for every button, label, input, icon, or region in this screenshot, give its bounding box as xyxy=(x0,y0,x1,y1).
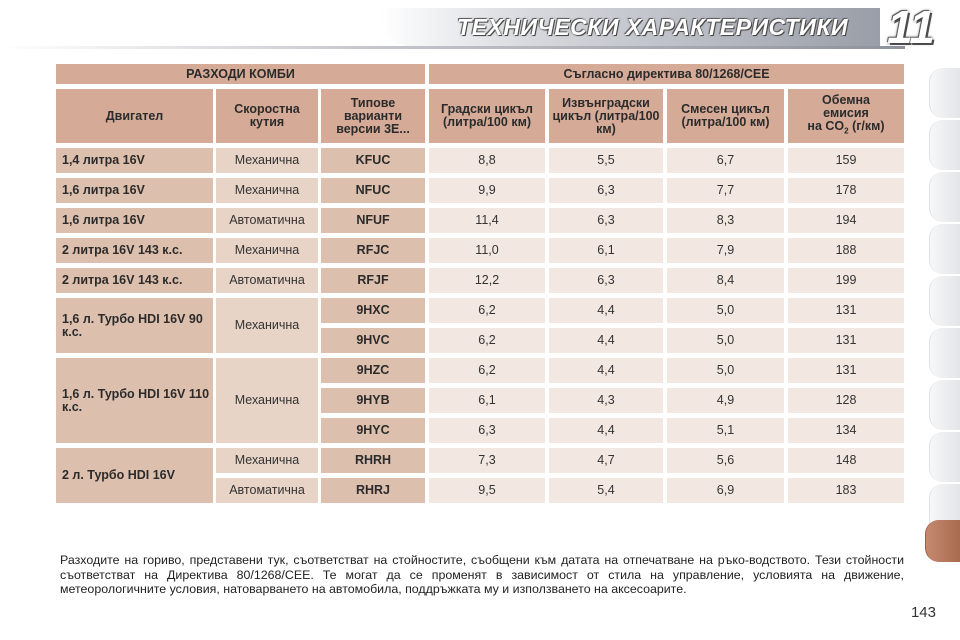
col-header-urban: Градски цикъл (литра/100 км) xyxy=(429,89,545,143)
type-code: RFJC xyxy=(321,238,425,263)
type-code: 9HYC xyxy=(321,418,425,443)
urban-value: 8,8 xyxy=(429,148,545,173)
page-header xyxy=(0,0,960,58)
type-code: NFUC xyxy=(321,178,425,203)
chapter-tab[interactable] xyxy=(929,276,960,326)
co2-line3 xyxy=(807,120,884,138)
co2-line2: емисия xyxy=(823,106,869,121)
type-code: RFJF xyxy=(321,268,425,293)
chapter-tab[interactable] xyxy=(929,328,960,378)
extra-urban-value: 6,3 xyxy=(549,178,663,203)
mixed-value: 5,0 xyxy=(667,358,784,383)
chapter-tab[interactable] xyxy=(929,224,960,274)
gearbox-cell: Механична xyxy=(216,298,318,353)
extra-urban-value: 4,7 xyxy=(549,448,663,473)
chapter-tab[interactable] xyxy=(929,68,960,118)
co2-subscript: 2 xyxy=(844,126,849,136)
col-header-co2 xyxy=(788,89,904,143)
table-title-right: Съгласно директива 80/1268/CEE xyxy=(429,64,904,84)
co2-value: 128 xyxy=(788,388,904,413)
type-code: 9HVC xyxy=(321,328,425,353)
co2-value: 188 xyxy=(788,238,904,263)
footnote-text: Разходите на гориво, представени тук, съответстват на стойностите, съобщени към датата на отпечатване на ръко-водството. Тези стойности съответстват на Директива 80/1268/CEE. Те могат да се променят в зависимост от стила на управление, условията на движение, метеорологичните условия, натоварването на автомобила, поддръжката му и използването на аксесоарите. xyxy=(60,553,904,596)
urban-value: 6,1 xyxy=(429,388,545,413)
mixed-value: 7,7 xyxy=(667,178,784,203)
extra-urban-value: 4,3 xyxy=(549,388,663,413)
chapter-tabs xyxy=(920,68,960,588)
urban-value: 7,3 xyxy=(429,448,545,473)
type-code: RHRJ xyxy=(321,478,425,503)
extra-urban-value: 4,4 xyxy=(549,418,663,443)
engine-cell: 2 литра 16V 143 к.с. xyxy=(56,268,213,293)
co2-value: 131 xyxy=(788,328,904,353)
co2-value: 159 xyxy=(788,148,904,173)
mixed-value: 5,1 xyxy=(667,418,784,443)
extra-urban-value: 4,4 xyxy=(549,298,663,323)
gearbox-cell: Автоматична xyxy=(216,208,318,233)
engine-cell: 1,6 литра 16V xyxy=(56,178,213,203)
urban-value: 6,2 xyxy=(429,328,545,353)
engine-cell: 1,6 л. Турбо HDI 16V 110 к.с. xyxy=(56,358,213,443)
gearbox-cell: Механична xyxy=(216,148,318,173)
urban-value: 9,9 xyxy=(429,178,545,203)
co2-value: 178 xyxy=(788,178,904,203)
type-code: KFUC xyxy=(321,148,425,173)
gearbox-cell: Автоматична xyxy=(216,478,318,503)
col-header-type: Типове варианти версии 3E... xyxy=(321,89,425,143)
co2-value: 134 xyxy=(788,418,904,443)
col-header-gearbox: Скоростна кутия xyxy=(216,89,318,143)
engine-cell: 1,4 литра 16V xyxy=(56,148,213,173)
chapter-tab[interactable] xyxy=(929,380,960,430)
mixed-value: 5,0 xyxy=(667,328,784,353)
engine-cell: 1,6 л. Турбо HDI 16V 90 к.с. xyxy=(56,298,213,353)
extra-urban-value: 6,3 xyxy=(549,208,663,233)
extra-urban-value: 4,4 xyxy=(549,328,663,353)
extra-urban-value: 5,5 xyxy=(549,148,663,173)
mixed-value: 4,9 xyxy=(667,388,784,413)
header-underline xyxy=(0,46,905,49)
gearbox-cell: Механична xyxy=(216,448,318,473)
col-header-engine: Двигател xyxy=(56,89,213,143)
co2-value: 194 xyxy=(788,208,904,233)
urban-value: 9,5 xyxy=(429,478,545,503)
chapter-number: 11 xyxy=(887,1,935,53)
gearbox-cell: Механична xyxy=(216,358,318,443)
extra-urban-value: 6,3 xyxy=(549,268,663,293)
type-code: NFUF xyxy=(321,208,425,233)
extra-urban-value: 6,1 xyxy=(549,238,663,263)
engine-cell: 1,6 литра 16V xyxy=(56,208,213,233)
extra-urban-value: 4,4 xyxy=(549,358,663,383)
urban-value: 6,3 xyxy=(429,418,545,443)
page-title: ТЕХНИЧЕСКИ ХАРАКТЕРИСТИКИ xyxy=(457,14,848,40)
gearbox-cell: Механична xyxy=(216,178,318,203)
co2-prefix: на CO xyxy=(807,119,845,134)
engine-cell: 2 литра 16V 143 к.с. xyxy=(56,238,213,263)
mixed-value: 8,4 xyxy=(667,268,784,293)
co2-value: 131 xyxy=(788,358,904,383)
type-code: RHRH xyxy=(321,448,425,473)
co2-value: 148 xyxy=(788,448,904,473)
urban-value: 12,2 xyxy=(429,268,545,293)
engine-cell: 2 л. Турбо HDI 16V xyxy=(56,448,213,503)
chapter-tab[interactable] xyxy=(929,432,960,482)
chapter-tab[interactable] xyxy=(929,172,960,222)
fuel-consumption-table xyxy=(56,64,904,502)
table-title-left: РАЗХОДИ КОМБИ xyxy=(56,64,425,84)
co2-value: 131 xyxy=(788,298,904,323)
urban-value: 6,2 xyxy=(429,298,545,323)
type-code: 9HYB xyxy=(321,388,425,413)
urban-value: 6,2 xyxy=(429,358,545,383)
co2-suffix: (г/км) xyxy=(848,119,885,134)
chapter-tab[interactable] xyxy=(929,120,960,170)
page-number: 143 xyxy=(910,604,936,621)
mixed-value: 6,7 xyxy=(667,148,784,173)
mixed-value: 6,9 xyxy=(667,478,784,503)
co2-value: 183 xyxy=(788,478,904,503)
gearbox-cell: Автоматична xyxy=(216,268,318,293)
col-header-extra-urban: Извънградски цикъл (литра/100 км) xyxy=(549,89,663,143)
urban-value: 11,4 xyxy=(429,208,545,233)
mixed-value: 5,0 xyxy=(667,298,784,323)
type-code: 9HXC xyxy=(321,298,425,323)
mixed-value: 7,9 xyxy=(667,238,784,263)
co2-value: 199 xyxy=(788,268,904,293)
co2-line1: Обемна xyxy=(822,93,870,108)
urban-value: 11,0 xyxy=(429,238,545,263)
mixed-value: 5,6 xyxy=(667,448,784,473)
extra-urban-value: 5,4 xyxy=(549,478,663,503)
mixed-value: 8,3 xyxy=(667,208,784,233)
type-code: 9HZC xyxy=(321,358,425,383)
col-header-mixed: Смесен цикъл (литра/100 км) xyxy=(667,89,784,143)
gearbox-cell: Механична xyxy=(216,238,318,263)
chapter-tab-active[interactable] xyxy=(925,520,960,562)
